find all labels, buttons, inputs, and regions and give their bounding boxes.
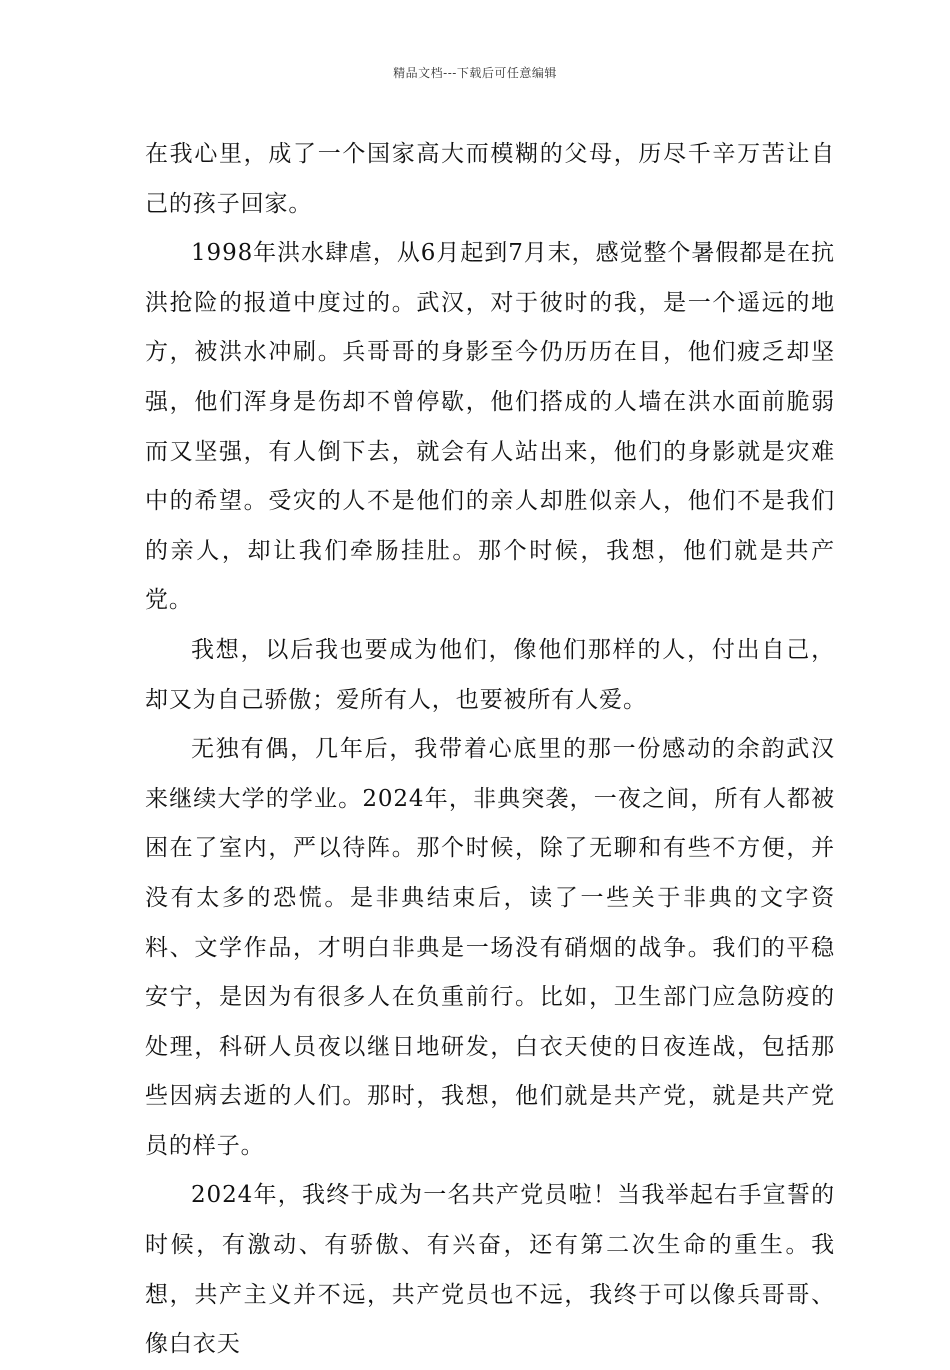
page-header: 精品文档---下载后可任意编辑: [393, 66, 557, 80]
paragraph-flood-1998: 1998年洪水肆虐，从6月起到7月末，感觉整个暑假都是在抗洪抢险的报道中度过的。武汉，对于彼时的我，是一个遥远的地方，被洪水冲刷。兵哥哥的身影至今仍历历在目，他们疲乏却坚强，他们浑身是伤却不曾停歇，他们搭成的人墙在洪水面前脆弱而又坚强，有人倒下去，就会有人站出来，他们的身影就是灾难中的希望。受灾的人不是他们的亲人却胜似亲人，他们不是我们的亲人，却让我们牵肠挂肚。那个时候，我想，他们就是共产党。: [145, 240, 835, 614]
paragraph-party-member: 2024年，我终于成为一名共产党员啦！当我举起右手宣誓的时候，有激动、有骄傲、有兴奋，还有第二次生命的重生。我想，共产主义并不远，共产党员也不远，我终于可以像兵哥哥、像白衣天: [145, 1182, 835, 1358]
paragraph-sars: 无独有偶，几年后，我带着心底里的那一份感动的余韵武汉来继续大学的学业。2024年，非典突袭，一夜之间，所有人都被困在了室内，严以待阵。那个时候，除了无聊和有些不方便，并没有太多的恐慌。是非典结束后，读了一些关于非典的文字资料、文学作品，才明白非典是一场没有硝烟的战争。我们的平稳安宁，是因为有很多人在负重前行。比如，卫生部门应急防疫的处理，科研人员夜以继日地研发，白衣天使的日夜连战，包括那些因病去逝的人们。那时，我想，他们就是共产党，就是共产党员的样子。: [145, 736, 835, 1159]
document-body: [145, 130, 835, 1370]
paragraph-continuation: 在我心里，成了一个国家高大而模糊的父母，历尽千辛万苦让自己的孩子回家。: [145, 141, 835, 217]
paragraph-aspiration: 我想，以后我也要成为他们，像他们那样的人，付出自己，却又为自己骄傲；爱所有人，也要被所有人爱。: [145, 636, 835, 713]
